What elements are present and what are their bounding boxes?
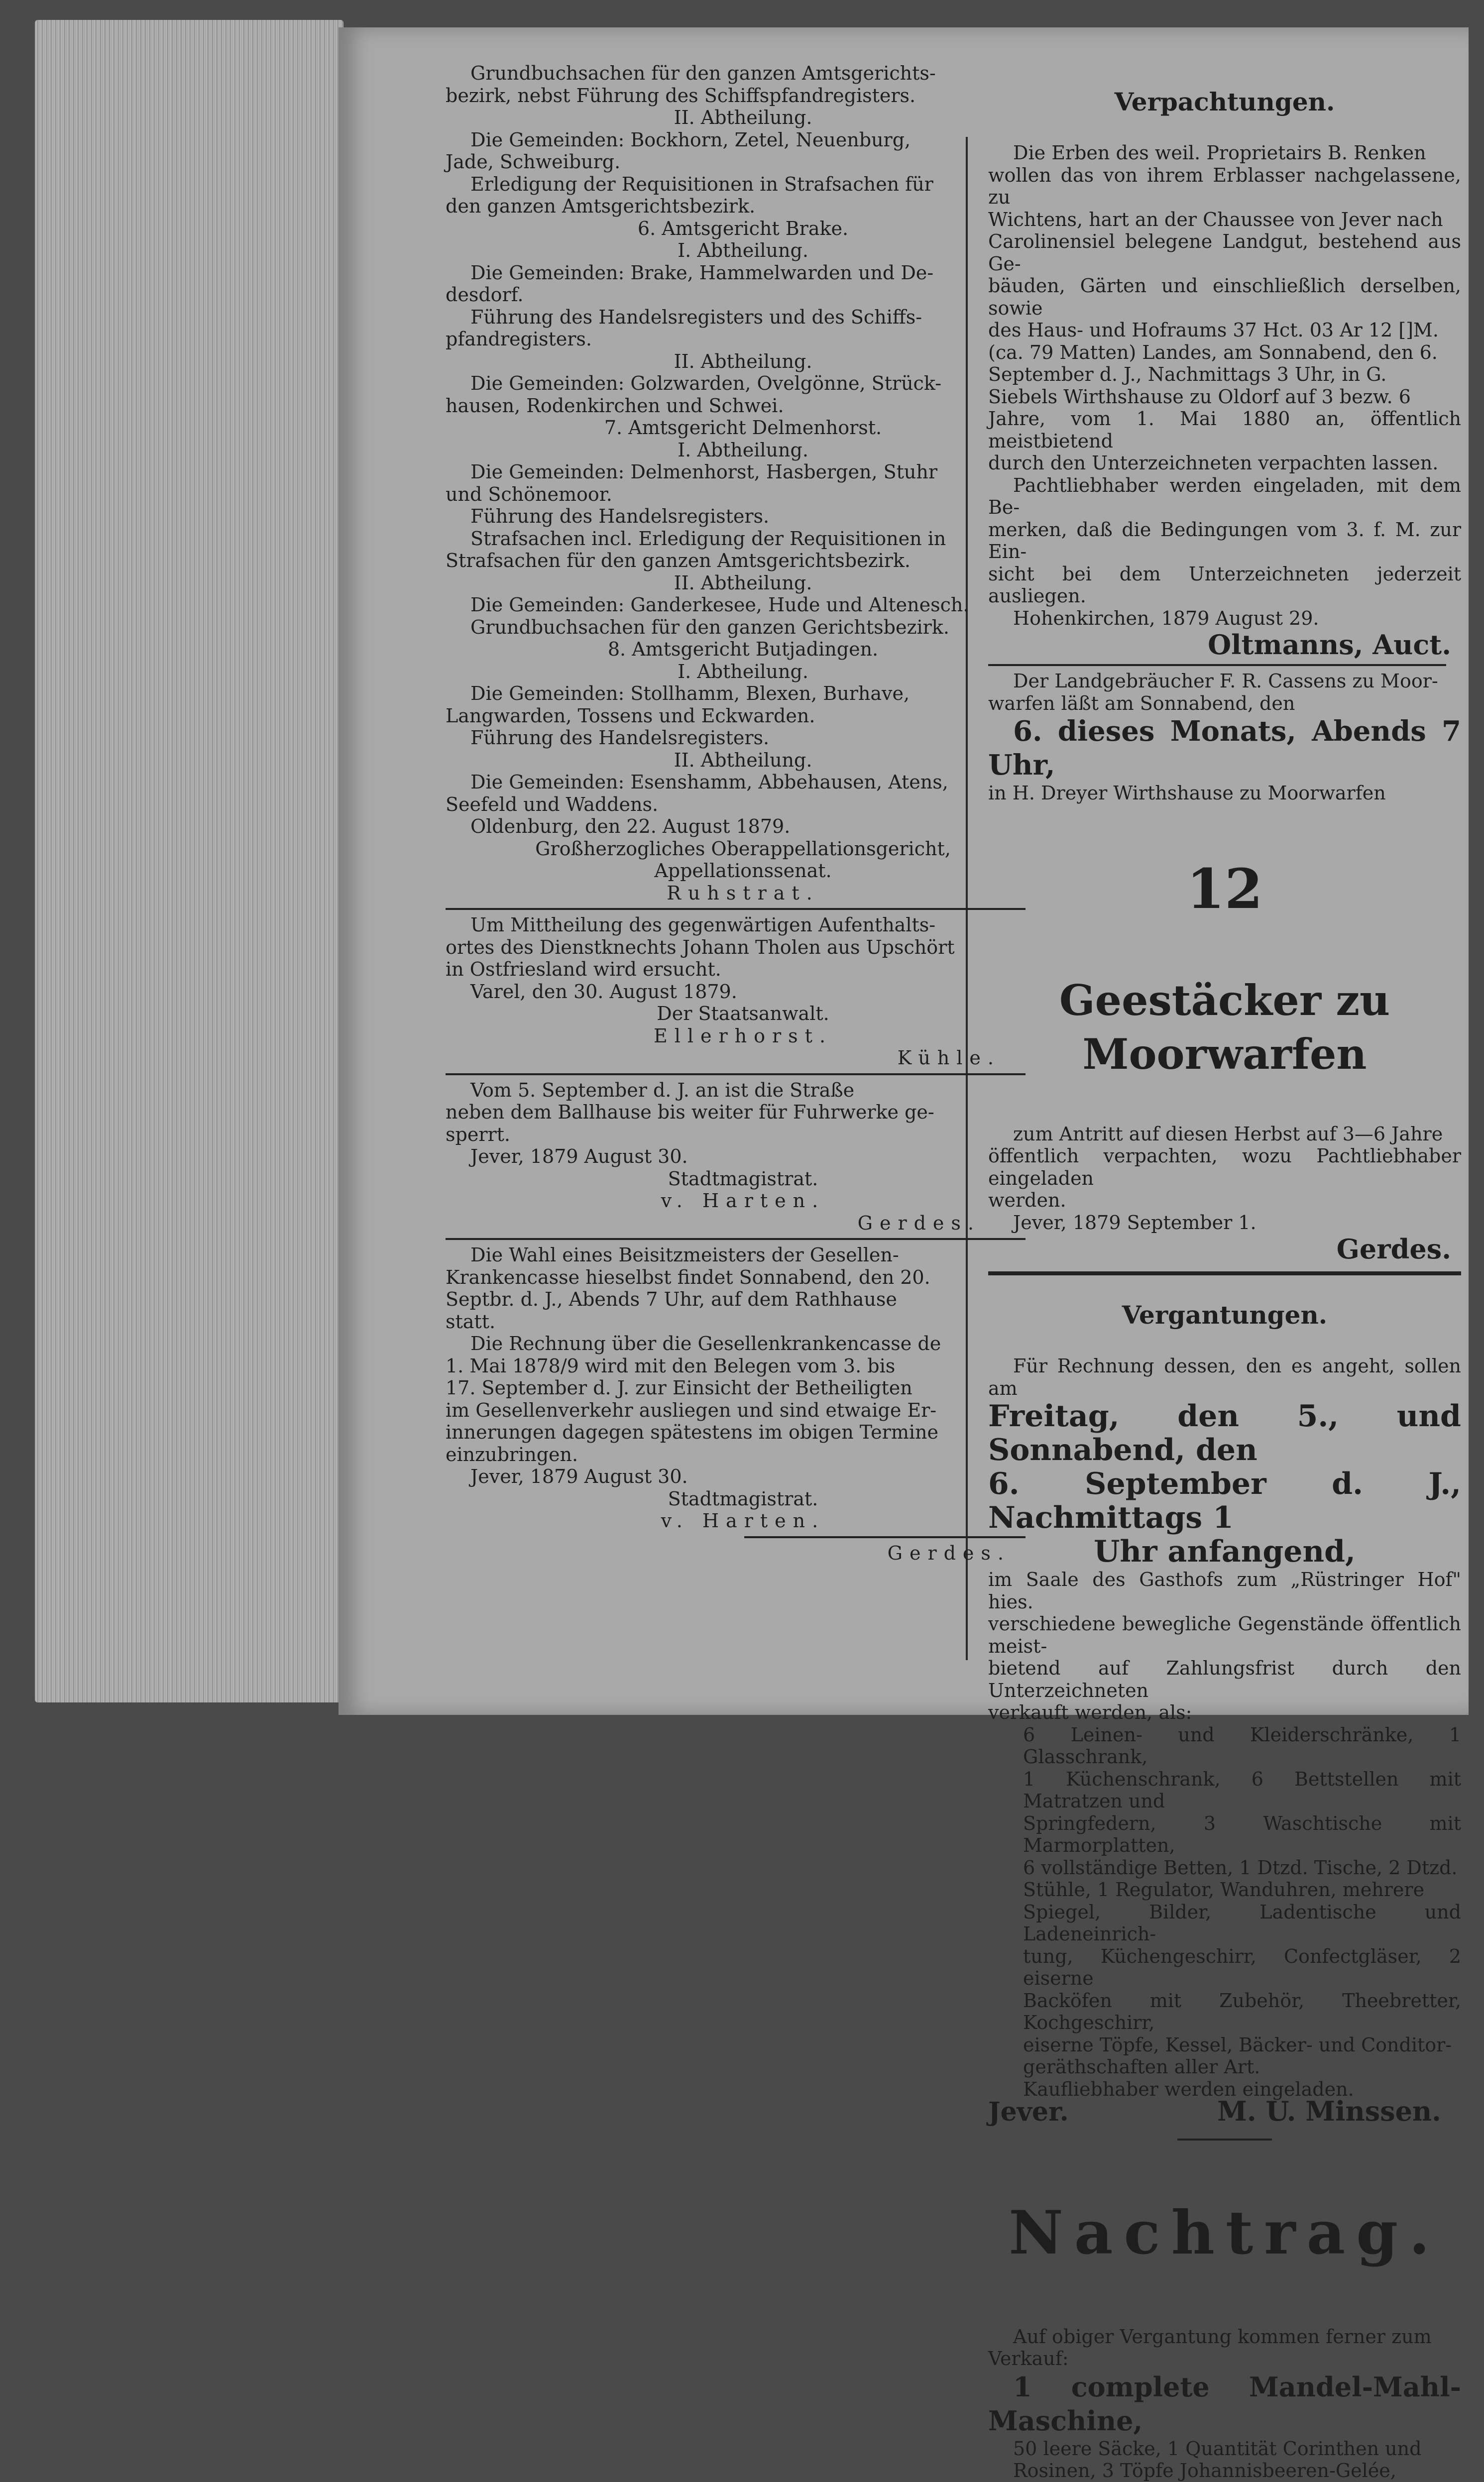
notice-line: Die Wahl eines Beisitzmeisters der Gesellen- xyxy=(470,1244,899,1266)
notice-line: 50 leere Säcke, 1 Quantität Corinthen und xyxy=(1013,2437,1422,2460)
text-line: (ca. 79 Matten) Landes, am Sonnabend, den 6. xyxy=(988,341,1438,363)
notice-big-line: 6. dieses Monats, Abends 7 Uhr, xyxy=(988,715,1461,782)
notice-big-line: Uhr anfangend, xyxy=(1094,1534,1356,1569)
text-line: II. Abtheilung. xyxy=(674,749,812,771)
text-line: Kaufliebhaber werden eingeladen. xyxy=(1023,2078,1354,2100)
nachtrag-section xyxy=(988,2197,1461,2482)
text-line: Die Gemeinden: Bockhorn, Zetel, Neuenburg, xyxy=(470,128,911,151)
text-line: 8. Amtsgericht Butjadingen. xyxy=(607,638,879,660)
text-line: sicht bei dem Unterzeichneten jederzeit ausliegen. xyxy=(988,563,1461,607)
separator-thick xyxy=(988,1271,1461,1275)
notice-date: Varel, den 30. August 1879. xyxy=(470,980,737,1003)
moorwarfen-notice xyxy=(988,670,1461,1264)
notice-place: Jever. xyxy=(988,2097,1069,2127)
notice-date: Jever, 1879 September 1. xyxy=(1013,1211,1256,1234)
notice-aufenthalt xyxy=(446,914,1040,1069)
notice-line: einzubringen. xyxy=(446,1443,578,1466)
text-line: Die Gemeinden: Golzwarden, Ovelgönne, Strück- xyxy=(470,372,942,394)
section-heading: Nachtrag. xyxy=(1009,2197,1441,2268)
notice-line: Verkauf: xyxy=(988,2348,1069,2369)
text-line: im Saale des Gasthofs zum „Rüstringer Hof" hies. xyxy=(988,1569,1461,1613)
vergantungen-section xyxy=(988,1300,1461,2127)
text-line: 6 vollständige Betten, 1 Dtzd. Tische, 2 Dtzd. xyxy=(1023,1856,1458,1879)
text-line: I. Abtheilung. xyxy=(678,239,808,261)
text-line: I. Abtheilung. xyxy=(678,660,808,682)
separator xyxy=(744,1536,1026,1538)
text-line: geräthschaften aller Art. xyxy=(1023,2056,1260,2078)
notice-line: Vom 5. September d. J. an ist die Straße xyxy=(470,1079,855,1101)
separator xyxy=(1177,2139,1272,2141)
notice-line: im Gesellenverkehr ausliegen und sind etwaige Er- xyxy=(446,1399,937,1421)
text-line: Stühle, 1 Regulator, Wanduhren, mehrere xyxy=(1023,1879,1425,1901)
notice-line: statt. xyxy=(446,1310,496,1333)
text-line: Siebels Wirthshause zu Oldorf auf 3 bezw. 6 xyxy=(988,385,1411,408)
text-line: verschiedene bewegliche Gegenstände öffentlich meist- xyxy=(988,1613,1461,1657)
notice-name: Ellerhorst. xyxy=(653,1024,833,1047)
text-line: tung, Küchengeschirr, Confectgläser, 2 eiserne xyxy=(1023,1945,1461,1989)
notice-line: neben dem Ballhause bis weiter für Fuhrwerke ge- xyxy=(446,1101,934,1123)
text-line: Strafsachen für den ganzen Amtsgerichtsbezirk. xyxy=(446,550,911,571)
signature-row xyxy=(988,2095,1461,2127)
notice-line: ortes des Dienstknechts Johann Tholen aus Upschört xyxy=(446,936,955,958)
text-line: 6 Leinen- und Kleiderschränke, 1 Glasschrank, xyxy=(1023,1723,1461,1768)
text-line: Grundbuchsachen für den ganzen Amtsgerichts- xyxy=(470,62,936,84)
notice-date: Jever, 1879 August 30. xyxy=(470,1145,688,1167)
text-line: Appellationssenat. xyxy=(654,860,832,882)
notice-signature: Gerdes. xyxy=(1336,1233,1451,1265)
notice-line: Auf obiger Vergantung kommen ferner zum xyxy=(1013,2325,1432,2348)
text-line: I. Abtheilung. xyxy=(678,439,808,461)
separator xyxy=(988,664,1446,666)
notice-line: 17. September d. J. zur Einsicht der Betheiligten xyxy=(446,1377,913,1399)
notice-line: warfen läßt am Sonnabend, den xyxy=(988,692,1295,714)
text-line: 1 Küchenschrank, 6 Bettstellen mit Matratzen und xyxy=(1023,1768,1461,1812)
text-line: Führung des Handelsregisters. xyxy=(470,727,770,749)
text-line: Die Gemeinden: Esenshamm, Abbehausen, Atens, xyxy=(470,771,948,793)
text-line: eiserne Töpfe, Kessel, Bäcker- und Conditor- xyxy=(1023,2033,1452,2056)
notice-line: in H. Dreyer Wirthshause zu Moorwarfen xyxy=(988,782,1386,804)
notice-line: innerungen dagegen spätestens im obigen Termine xyxy=(446,1421,938,1443)
text-line: Großherzogliches Oberappellationsgericht, xyxy=(535,837,951,860)
text-line: Die Gemeinden: Ganderkesee, Hude und Altenesch. xyxy=(470,594,969,616)
court-districts-list xyxy=(446,62,1040,904)
vergantungen-body xyxy=(988,1569,1461,1724)
text-line: Spiegel, Bilder, Ladentische und Ladeneinrich- xyxy=(1023,1901,1461,1945)
text-line: Die Gemeinden: Stollhamm, Blexen, Burhave, xyxy=(470,682,910,704)
newspaper-page xyxy=(339,27,1469,2482)
notice-signature: Kühle. xyxy=(897,1047,1001,1069)
text-line: wollen das von ihrem Erblasser nachgelassene, zu xyxy=(988,164,1461,208)
text-line: durch den Unterzeichneten verpachten lassen. xyxy=(988,452,1439,474)
notice-line: in Ostfriesland wird ersucht. xyxy=(446,958,721,980)
notice-date: Jever, 1879 August 30. xyxy=(470,1466,688,1487)
section-heading: Vergantungen. xyxy=(1122,1300,1328,1330)
text-line: Pachtliebhaber werden eingeladen, mit dem Be- xyxy=(988,474,1461,518)
text-line: den ganzen Amtsgerichtsbezirk. xyxy=(446,195,756,217)
notice-line: Krankencasse hieselbst findet Sonnabend, den 20. xyxy=(446,1266,930,1288)
text-line: 7. Amtsgericht Delmenhorst. xyxy=(604,417,882,439)
text-line: Führung des Handelsregisters. xyxy=(470,505,770,527)
right-column xyxy=(988,62,1461,2482)
verpachtungen-section xyxy=(988,87,1461,660)
notice-line: 1. Mai 1878/9 wird mit den Belegen vom 3. bis xyxy=(446,1354,896,1377)
text-line: merken, daß die Bedingungen vom 3. f. M. zur Ein- xyxy=(988,518,1461,563)
text-line: Die Gemeinden: Brake, Hammelwarden und De- xyxy=(470,261,934,284)
notice-office: Stadtmagistrat. xyxy=(668,1167,818,1190)
text-line: hausen, Rodenkirchen und Schwei. xyxy=(446,394,784,417)
text-line: Seefeld und Waddens. xyxy=(446,793,659,815)
text-line: Jahre, vom 1. Mai 1880 an, öffentlich meistbietend xyxy=(988,408,1461,452)
text-line: Oldenburg, den 22. August 1879. xyxy=(470,815,791,837)
text-line: Führung des Handelsregisters und des Schiffs- xyxy=(470,306,922,328)
notice-line: sperrt. xyxy=(446,1123,510,1145)
notice-line: Die Rechnung über die Gesellenkrankencasse de xyxy=(470,1333,941,1354)
left-column xyxy=(446,62,1040,1564)
section-heading: Verpachtungen. xyxy=(1114,87,1335,116)
text-line: Strafsachen incl. Erledigung der Requisitionen in xyxy=(470,527,946,550)
notice-name: v. Harten. xyxy=(661,1510,825,1532)
separator xyxy=(446,1073,1026,1075)
notice-office: Stadtmagistrat. xyxy=(668,1487,818,1510)
lot-number: 12 xyxy=(1186,856,1263,921)
text-line: Hohenkirchen, 1879 August 29. xyxy=(1013,607,1319,629)
notice-line: Rosinen, 3 Töpfe Johannisbeeren-Gelée, xyxy=(1013,2460,1396,2482)
notice-wahl xyxy=(446,1244,1040,1564)
notice-signature: Gerdes. xyxy=(857,1212,981,1234)
notice-name: v. Harten. xyxy=(661,1190,825,1212)
text-line: Backöfen mit Zubehör, Theebretter, Kochgeschirr, xyxy=(1023,1989,1461,2033)
text-line: bäuden, Gärten und einschließlich derselben, sowie xyxy=(988,275,1461,319)
notice-title: Geestäcker zu Moorwarfen xyxy=(1059,975,1390,1079)
notice-line: werden. xyxy=(988,1189,1066,1211)
text-line: Wichtens, hart an der Chaussee von Jever nach xyxy=(988,208,1443,230)
vergantungen-items xyxy=(988,1724,1461,2101)
text-line: Erledigung der Requisitionen in Strafsachen für xyxy=(470,173,933,195)
notice-signature: M. U. Minssen. xyxy=(1217,2095,1441,2127)
text-line: 6. Amtsgericht Brake. xyxy=(637,217,849,239)
text-line: Ruhstrat. xyxy=(667,882,819,904)
notice-line: Um Mittheilung des gegenwärtigen Aufenthalts- xyxy=(470,914,936,936)
text-line: verkauft werden, als: xyxy=(988,1701,1192,1723)
separator xyxy=(446,908,1026,910)
notice-strasse xyxy=(446,1079,1040,1235)
book-page-edges xyxy=(35,20,343,1702)
notice-line: zum Antritt auf diesen Herbst auf 3—6 Jahre xyxy=(1013,1123,1443,1145)
notice-line: Der Landgebräucher F. R. Cassens zu Moor- xyxy=(1013,670,1438,692)
notice-signature: Gerdes. xyxy=(887,1542,1011,1564)
notice-big-line: 1 complete Mandel-Mahl-Maschine, xyxy=(988,2370,1461,2437)
notice-line: öffentlich verpachten, wozu Pachtliebhaber eingeladen xyxy=(988,1145,1461,1189)
notice-office: Der Staatsanwalt. xyxy=(657,1003,829,1024)
text-line: II. Abtheilung. xyxy=(674,571,812,594)
text-line: Die Erben des weil. Proprietairs B. Renken xyxy=(1013,142,1426,164)
text-line: bietend auf Zahlungsfrist durch den Unterzeichneten xyxy=(988,1657,1461,1701)
notice-line: Für Rechnung dessen, den es angeht, sollen am xyxy=(988,1355,1461,1399)
text-line: Die Gemeinden: Delmenhorst, Hasbergen, Stuhr xyxy=(470,461,938,483)
text-line: Jade, Schweiburg. xyxy=(446,151,621,173)
text-line: Carolinensiel belegene Landgut, bestehend aus Ge- xyxy=(988,230,1461,275)
text-line: Grundbuchsachen für den ganzen Gerichtsbezirk. xyxy=(470,616,949,638)
text-line: pfandregisters. xyxy=(446,328,592,350)
separator xyxy=(446,1238,1026,1240)
text-line: September d. J., Nachmittags 3 Uhr, in G. xyxy=(988,363,1387,385)
text-line: Langwarden, Tossens und Eckwarden. xyxy=(446,704,815,727)
text-line: II. Abtheilung. xyxy=(674,107,812,128)
notice-line: Septbr. d. J., Abends 7 Uhr, auf dem Rathhause xyxy=(446,1288,897,1310)
verpachtungen-body xyxy=(988,142,1461,629)
notice-signature: Oltmanns, Auct. xyxy=(1208,629,1451,661)
notice-big-line: Freitag, den 5., und Sonnabend, den xyxy=(988,1399,1461,1467)
text-line: Springfedern, 3 Waschtische mit Marmorplatten, xyxy=(1023,1812,1461,1856)
text-line: desdorf. xyxy=(446,284,524,306)
text-line: des Haus- und Hofraums 37 Hct. 03 Ar 12 []M. xyxy=(988,319,1439,341)
notice-big-line: 6. September d. J., Nachmittags 1 xyxy=(988,1467,1461,1535)
text-line: und Schönemoor. xyxy=(446,483,612,505)
text-line: bezirk, nebst Führung des Schiffspfandregisters. xyxy=(446,84,916,107)
text-line: II. Abtheilung. xyxy=(674,350,812,372)
